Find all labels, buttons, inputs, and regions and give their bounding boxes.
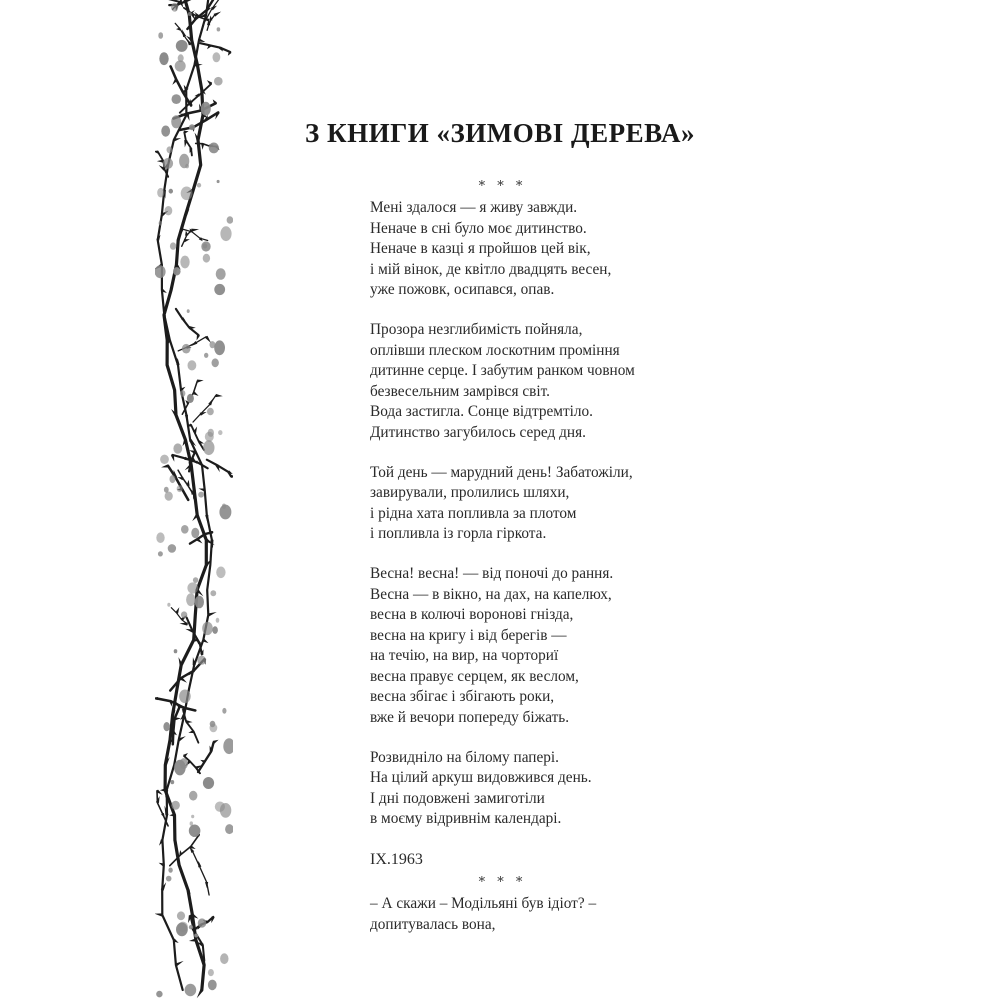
poem-line: в моєму відривнім календарі.: [370, 810, 562, 828]
poem-section: [370, 176, 730, 881]
poem-line: весна в колючі воронові гнізда,: [370, 606, 574, 624]
poem-line: вже й вечори попереду біжать.: [370, 709, 570, 727]
poem-body: [370, 198, 730, 830]
poem-line: На цілий аркуш видовжився день.: [370, 769, 592, 787]
poem-line: Мені здалося — я живу завжди.: [370, 199, 578, 216]
poem-line: Неначе в казці я пройшов цей вік,: [370, 240, 591, 258]
poem-line: весна на кригу і від берегів —: [370, 626, 567, 644]
poem-line: оплівши плеском лоскотним проміння: [370, 341, 620, 359]
poem-line: Вода застигла. Сонце відтремтіло.: [370, 403, 593, 421]
stanza: [370, 564, 730, 729]
poem-line: – А скажи – Модільяні був ідіот? –: [370, 895, 597, 912]
poem-line: І дні подовжені замиготіли: [370, 789, 545, 807]
poem-line: весна збігає і збігають роки,: [370, 688, 555, 706]
section-separator: * * *: [478, 179, 527, 194]
section-separator-2: * * *: [478, 875, 527, 890]
poem-line: весна правує серцем, як веслом,: [370, 667, 579, 685]
poem-line: Розвидніло на білому папері.: [370, 748, 559, 766]
poem-line: і рідна хата попливла за плотом: [370, 504, 577, 522]
poem-line: Той день — марудний день! Забатожіли,: [370, 463, 633, 481]
poem-section-2: [370, 872, 730, 935]
poem-line: на течію, на вир, на чорториї: [370, 647, 559, 665]
poem-line: і мій вінок, де квітло двадцять весен,: [370, 260, 612, 278]
poem-line: Неначе в сні було моє дитинство.: [370, 219, 587, 237]
poem-date: IX.1963: [370, 851, 423, 869]
thorny-vine-icon: [155, 0, 233, 1000]
poem-line: і попливла із горла гіркота.: [370, 525, 547, 543]
poem-line: Дитинство загубилось серед дня.: [370, 423, 586, 441]
poem-body-2: [370, 894, 730, 935]
stanza: [370, 463, 730, 545]
poem-line: уже пожовк, осипався, опав.: [370, 281, 555, 299]
page-title: З КНИГИ «ЗИМОВІ ДЕРЕВА»: [305, 118, 695, 148]
poem-line: Весна — в вікно, на дах, на капелюх,: [370, 585, 612, 603]
poem-line: завирували, пролились шляхи,: [370, 484, 570, 502]
stanza: [370, 198, 730, 301]
stanza: [370, 748, 730, 830]
poem-line: Прозора незглибимість пойняла,: [370, 320, 583, 338]
poem-line: безвесельним замрівся світ.: [370, 382, 550, 400]
stanza: [370, 320, 730, 444]
poem-line: допитувалась вона,: [370, 915, 496, 933]
poem-line: Весна! весна! — від поночі до рання.: [370, 564, 614, 582]
poem-line: дитинне серце. І забутим ранком човном: [370, 362, 635, 380]
